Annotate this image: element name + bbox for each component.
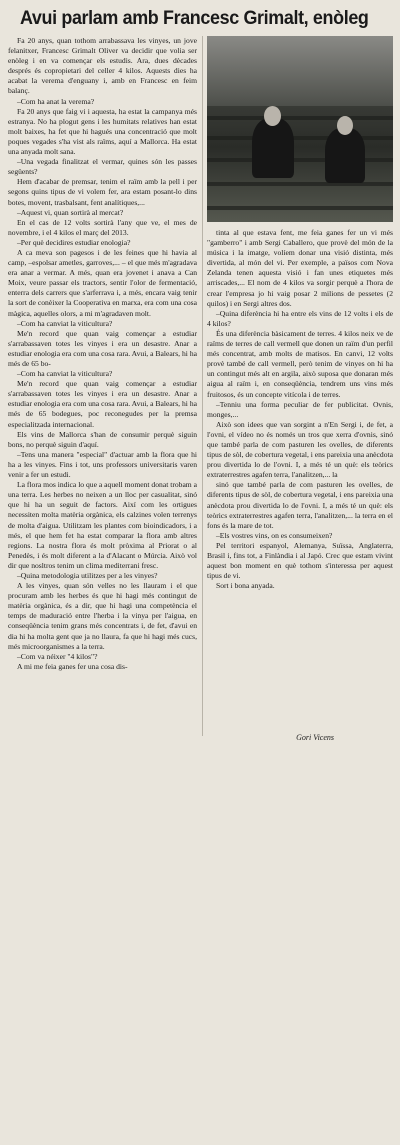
paragraph: A mi me feia ganes fer una cosa dis- [17, 661, 128, 671]
paragraph: –Tenniu una forma peculiar de fer publicitat. Ovnis, monges,... [207, 399, 393, 419]
paragraph: –Com ha canviat la viticultura? [17, 318, 113, 328]
paragraph: –Per què decidires estudiar enologia? [17, 237, 131, 247]
paragraph: –Una vegada finalitzat el vermar, quines són les passes següents? [8, 157, 197, 177]
article-column-1 [8, 36, 197, 1142]
paragraph: Me'n record que quan vaig començar a estudiar s'arrabassaven totes les vinyes i era un desastre. Anar a estudiar enologia era com una cosa rara. Avui, a Balears, hi ha més de 65 bo- [8, 328, 197, 368]
column-divider [202, 36, 203, 736]
paragraph: La flora mos indica lo que a aquell moment donat trobam a una terra. Les herbes no neixen a un lloc per casualitat, sinó que hi ha un seguit de factors. Així com les ortigues necessiten molta matèria orgànica, els calzines volen terrenys de molta d'aigua. Utilitzam les plantes com bioindicadors, i a més, el que hem fet ha estat comparar la flora amb altres regions. La nostra flora és molt pròxima al Priorat o al Penedès, i és molt diferent a la d'Alacant o Múrcia. Això vol dir que nosltros tenim un clima mediterrani fresc. [8, 480, 197, 570]
paragraph: Me'n record que quan vaig començar a estudiar s'arrabassaven totes les vinyes i era un desastre. Anar a estudiar enologia era com una cosa rara. Avui, a Balears, hi ha més de 65 bodegues, poc reconegudes per la premsa especialitzada internacional. [8, 379, 197, 429]
paragraph: –Com ha canviat la viticultura? [17, 369, 113, 379]
paragraph: –Aquest vi, quan sortirà al mercat? [17, 207, 124, 217]
paragraph: Fa 20 anys que faig vi i aquesta, ha estat la campanya més estranya. No ha plogut gens i les humitats relatives han estat molt baixes, ha fet que hi hagués una concentració que molt poques vegades s'ha vist als raïms, aquí a Mallorca. Ha estat una anyada molt sana. [8, 106, 197, 157]
paragraph: –Com ha anat la verema? [17, 96, 95, 106]
paragraph: En el cas de 12 volts sortirà l'any que ve, el mes de novembre, i el 4 kilos el març del 2013. [8, 217, 197, 237]
paragraph: Això son idees que van sorgint a n'En Sergi i, de fet, a l'ovni, el vídeo no és només un tros que xerra d'ovnis, sinó que també parla de com pasturen les ovelles, de diferents tipus de sòl, de cobertura vegetal, i ens pareixia una anècdota prou divertida lo de l'ovni. I, a més té un què: els teòrics extraterrestres agafen terra, l'analitzen,... la [207, 419, 393, 480]
paragraph: A ca meva son pagesos i de les feines que hi havia al camp, –espolsar ametles, garroves,... – el que més m'agradava era anar a vermar. A més, quan era jovenet i anava a Can Moix, veure passar els tractors, sentir l'olor de fermentació, enterra dels carrers que s'arferrava i, a més, encara vaig tenir la sort de conèixer la Cooperativa en marxa, era com una cosa màgica, aquelles olors, a mi m'agradaven molt. [8, 247, 197, 318]
paragraph: Hem d'acabar de premsar, tenim el raïm amb la pell i per segons quins tipus de vi volem fer, ara estam posant-lo dins botes, movent, trasbalsant, fent analítiques,... [8, 177, 197, 207]
paragraph: –Els vostres vins, on es consumeixen? [216, 530, 333, 540]
paragraph: A les vinyes, quan són velles no les llauram i el que procuram amb les herbes és que hi hagi més contingut de matèria orgànica, és a dir, que hi hagi una competència el temps de maduració entre l'herba i la vinya per l'aigua, en conseqüència tenim grans més concentrats i, de fet, d'avui en dia hi ha molta gent que ja no llaura, fa que hi hagi més cucs, més microorganismes a la terra. [8, 581, 197, 651]
paragraph: –Tens una manera "especial" d'actuar amb la flora que hi ha a les vinyes. Fins i tot, uns professors universitaris varen venir a fer un estudi. [8, 449, 197, 480]
article-column-2 [207, 228, 393, 748]
paragraph: –Quina diferència hi ha entre els vins de 12 volts i els de 4 kilos? [207, 308, 393, 328]
paragraph: Pel territori espanyol, Alemanya, Suïssa, Anglaterra, Brasil i, fins tot, a Finlàndia i al Japó. Crec que estam vivint aquest bon moment en què tothom s'interessa per aquest tipus de vi. [207, 540, 393, 581]
paragraph: Els vins de Mallorca s'han de consumir perquè siguin bons, no perquè siguin d'aquí. [8, 429, 197, 449]
paragraph: Sort i bona anyada. [216, 581, 275, 591]
paragraph: sinó que també parla de com pasturen les ovelles, de diferents tipus de sòl, de cobertura vegetal, i ens pareixia una anècdota prou divertida lo de l'ovni. I, a més té un què: els teòrics extraterrestres agafen terra, l'analitzen,... la terra en el fons és la mare de tot. [207, 480, 393, 530]
article-photo [207, 36, 393, 222]
article-title: Avui parlam amb Francesc Grimalt, enòleg [20, 7, 369, 29]
author-signature: Gori Vicens [296, 733, 334, 742]
paragraph: Fa 20 anys, quan tothom arrabassava les vinyes, un jove felanitxer, Francesc Grimalt Oliver va decidir que volia ser enòleg i en va començar els estudis. Ara, dues dècades després és copropietari del celler 4 kilos. Aquests dies ha acabat la verema d'enguany i, amb en Francesc en feim balanç. [8, 36, 197, 96]
paragraph: És una diferència bàsicament de terres. 4 kilos neix ve de raïms de terres de call vermell que donen un raïm d'un perfil més concentrat, amb molts de matisos. En canvi, 12 volts provè també de call vermell, però tenim de vinyes on hi ha un contingut més alt en argila, això suposa que donaran més aigua al raïm i, en conseqüència, tendrem uns vins més fruitosos, és un concepte vitícola i de terres. [207, 328, 393, 399]
paragraph: tinta al que estava fent, me feia ganes fer un vi més "gamberro" i amb Sergi Caballero, que provè del món de la música i la imatge, volíem donar una visió distinta, més divertida, al món del vi. Per exemple, a països com Nova Zelanda tenen aquesta visió i fan unes etiquetes més arriscades,... El nom de 4 kilos va sorgir perquè a l'hora de crear l'empresa jo hi vaig posar 2 milions de pessetes (2 quilos) i en Sergi altres dos. [207, 228, 393, 308]
paragraph: –Com va néixer "4 kilos"? [17, 651, 98, 661]
paragraph: –Quina metodologia utilitzes per a les vinyes? [17, 570, 158, 580]
